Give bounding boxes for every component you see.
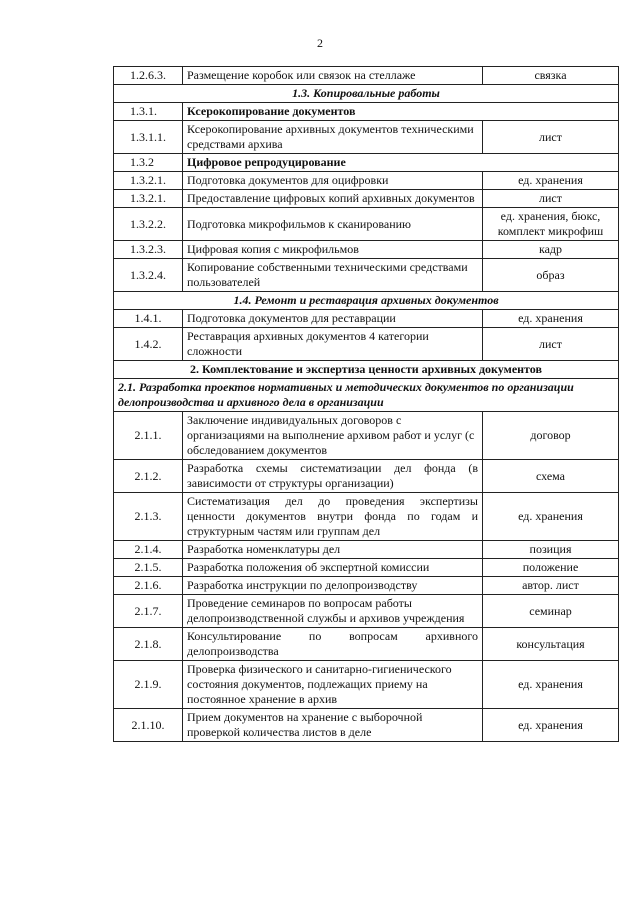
item-number: 1.2.6.3. <box>114 67 183 85</box>
item-number: 2.1.5. <box>114 559 183 577</box>
major-heading: 2. Комплектование и экспертиза ценности архивных документов <box>114 361 619 379</box>
item-description: Систематизация дел до проведения экспертизы ценности документов внутри фонда по годам и структурным частям или группам дел <box>183 493 483 541</box>
item-number: 1.3.2.1. <box>114 172 183 190</box>
item-unit: лист <box>483 121 619 154</box>
table-row <box>114 577 619 595</box>
section-heading: 1.3. Копировальные работы <box>114 85 619 103</box>
item-number: 2.1.9. <box>114 661 183 709</box>
table-row <box>114 121 619 154</box>
item-unit: ед. хранения <box>483 310 619 328</box>
table-row <box>114 259 619 292</box>
table-row <box>114 595 619 628</box>
item-description: Подготовка микрофильмов к сканированию <box>183 208 483 241</box>
item-unit: ед. хранения <box>483 493 619 541</box>
item-unit: ед. хранения <box>483 661 619 709</box>
subheading-title: Цифровое репродуцирование <box>183 154 619 172</box>
item-unit: ед. хранения <box>483 709 619 742</box>
item-description: Прием документов на хранение с выборочной проверкой количества листов в деле <box>183 709 483 742</box>
item-number: 2.1.10. <box>114 709 183 742</box>
item-unit: лист <box>483 190 619 208</box>
item-description: Копирование собственными техническими средствами пользователей <box>183 259 483 292</box>
item-number: 1.4.2. <box>114 328 183 361</box>
item-number: 2.1.7. <box>114 595 183 628</box>
item-unit: ед. хранения <box>483 172 619 190</box>
item-unit: образ <box>483 259 619 292</box>
item-unit: автор. лист <box>483 577 619 595</box>
item-number: 2.1.1. <box>114 412 183 460</box>
item-number: 1.3.2.1. <box>114 190 183 208</box>
subheading-row <box>114 103 619 121</box>
item-description: Заключение индивидуальных договоров с организациями на выполнение архивом работ и услуг (с обследованием документов <box>183 412 483 460</box>
item-number: 2.1.2. <box>114 460 183 493</box>
section-heading-row <box>114 292 619 310</box>
item-description: Разработка положения об экспертной комиссии <box>183 559 483 577</box>
item-number: 2.1.8. <box>114 628 183 661</box>
item-description: Подготовка документов для оцифровки <box>183 172 483 190</box>
item-description: Разработка схемы систематизации дел фонда (в зависимости от структуры организации) <box>183 460 483 493</box>
item-number: 2.1.6. <box>114 577 183 595</box>
item-unit: позиция <box>483 541 619 559</box>
item-unit: кадр <box>483 241 619 259</box>
item-number: 1.3.2.2. <box>114 208 183 241</box>
table-row <box>114 310 619 328</box>
subheading-row <box>114 154 619 172</box>
section-heading: 1.4. Ремонт и реставрация архивных документов <box>114 292 619 310</box>
item-description: Подготовка документов для реставрации <box>183 310 483 328</box>
item-description: Консультирование по вопросам архивного делопроизводства <box>183 628 483 661</box>
table-row <box>114 328 619 361</box>
item-description: Ксерокопирование архивных документов техническими средствами архива <box>183 121 483 154</box>
page-number: 2 <box>317 36 323 50</box>
subheading-number: 1.3.1. <box>114 103 183 121</box>
table-row <box>114 460 619 493</box>
item-description: Реставрация архивных документов 4 категории сложности <box>183 328 483 361</box>
item-number: 1.3.2.3. <box>114 241 183 259</box>
item-number: 2.1.4. <box>114 541 183 559</box>
services-table <box>113 66 619 742</box>
item-description: Цифровая копия с микрофильмов <box>183 241 483 259</box>
item-unit: консультация <box>483 628 619 661</box>
item-description: Предоставление цифровых копий архивных документов <box>183 190 483 208</box>
item-unit: ед. хранения, бюкс, комплект микрофиш <box>483 208 619 241</box>
item-unit: лист <box>483 328 619 361</box>
item-description: Проведение семинаров по вопросам работы делопроизводственной службы и архивов учреждения <box>183 595 483 628</box>
section-heading-row <box>114 85 619 103</box>
section-heading: 2.1. Разработка проектов нормативных и методических документов по организации делопроизводства и архивного дела в организации <box>114 379 619 412</box>
subheading-number: 1.3.2 <box>114 154 183 172</box>
table-row <box>114 208 619 241</box>
table-row <box>114 709 619 742</box>
table-row <box>114 241 619 259</box>
table-row <box>114 412 619 460</box>
item-number: 2.1.3. <box>114 493 183 541</box>
section-heading-row <box>114 379 619 412</box>
table-row <box>114 541 619 559</box>
item-unit: положение <box>483 559 619 577</box>
major-heading-row <box>114 361 619 379</box>
item-description: Разработка инструкции по делопроизводству <box>183 577 483 595</box>
table-row <box>114 559 619 577</box>
item-number: 1.4.1. <box>114 310 183 328</box>
table-row <box>114 172 619 190</box>
table-row <box>114 190 619 208</box>
table-row <box>114 628 619 661</box>
item-description: Разработка номенклатуры дел <box>183 541 483 559</box>
table-row <box>114 493 619 541</box>
item-unit: семинар <box>483 595 619 628</box>
item-number: 1.3.1.1. <box>114 121 183 154</box>
table-row <box>114 67 619 85</box>
table-row <box>114 661 619 709</box>
item-unit: схема <box>483 460 619 493</box>
item-number: 1.3.2.4. <box>114 259 183 292</box>
item-unit: связка <box>483 67 619 85</box>
item-description: Проверка физического и санитарно-гигиенического состояния документов, подлежащих приему на постоянное хранение в архив <box>183 661 483 709</box>
item-unit: договор <box>483 412 619 460</box>
item-description: Размещение коробок или связок на стеллаже <box>183 67 483 85</box>
subheading-title: Ксерокопирование документов <box>183 103 619 121</box>
